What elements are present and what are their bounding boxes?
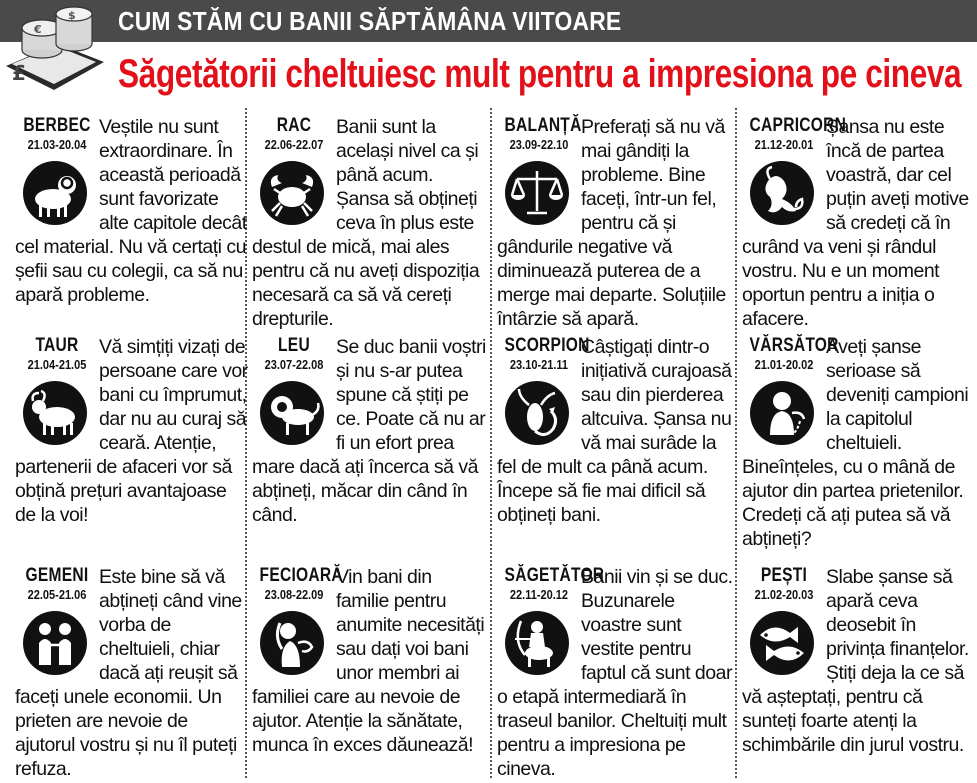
horoscope-sagetator <box>497 565 733 780</box>
horoscope-leu <box>252 335 488 550</box>
sign-text: Preferați să nu vă mai gândiți la probleme. Bine faceți, într-un fel, pentru că și gândurile negative vă diminuează puterea de a merge mai departe. Soluțiile întârzie să apară. <box>497 116 726 330</box>
sign-dates: 22.05-21.06 <box>27 588 87 602</box>
sign-name: SĂGETĂTOR <box>504 565 605 586</box>
horoscope-taur <box>15 335 251 550</box>
sign-text: Banii sunt la același nivel ca și până acum. Șansa să obțineți ceva în plus este destul de mică, mai ales pentru că nu aveți dispoziția necesară ca să vă cereți drepturile. <box>252 116 480 330</box>
horoscope-gemeni <box>15 565 251 780</box>
sign-name: RAC <box>276 115 312 136</box>
sign-dates: 21.02-20.03 <box>754 588 814 602</box>
horoscope-balanta <box>497 115 733 330</box>
sign-name: SCORPION <box>504 335 590 356</box>
sign-name: LEU <box>278 335 310 356</box>
sign-dates: 23.10-21.11 <box>509 358 569 372</box>
horoscope-berbec <box>15 115 251 330</box>
sign-dates: 21.04-21.05 <box>27 358 87 372</box>
sign-dates: 23.08-22.09 <box>264 588 324 602</box>
svg-text:€: € <box>34 23 42 36</box>
horoscope-fecioara <box>252 565 488 780</box>
sign-dates: 22.11-20.12 <box>509 588 569 602</box>
horoscope-capricorn <box>742 115 977 330</box>
page-title: Săgetătorii cheltuiesc mult pentru a impresiona pe cineva <box>118 52 962 96</box>
sign-text: Vin bani din familie pentru anumite necesități sau dați voi bani unor membri ai familiei care au nevoie de ajutor. Atenție la sănătate, munca în exces dăunează! <box>252 566 485 756</box>
sign-text: Se duc banii voștri și nu s-ar putea spune că știți pe ce. Poate că nu ar fi un efort prea mare dacă ați încerca să vă abțineți, măcar din când în când. <box>252 336 486 526</box>
sign-name: FECIOARĂ <box>259 565 343 586</box>
sign-text: Slabe șanse să apară ceva deosebit în privința finanțelor. Știți deja la ce să vă așteptați, pentru că sunteți foarte atenți la schimbările din jurul vostru. <box>742 566 969 756</box>
column-divider <box>735 108 737 778</box>
sign-name: BALANȚĂ <box>504 115 582 136</box>
svg-text:£: £ <box>12 61 26 85</box>
sign-name: CAPRICORN <box>749 115 847 136</box>
sign-text: Câștigați dintr-o inițiativă curajoasă sau din pierderea altcuiva. Șansa nu vă mai surâde la fel de mult ca până acum. Începe să fie mai dificil să obțineți bani. <box>497 336 732 526</box>
sign-dates: 22.06-22.07 <box>264 138 324 152</box>
sign-dates: 21.03-20.04 <box>27 138 87 152</box>
sign-name: GEMENI <box>25 565 89 586</box>
sign-text: Aveți șanse serioase să deveniți campioni la capitolul cheltuieli. Bineînțeles, cu o mână de ajutor din partea prietenilor. Credeți că ați putea să vă abțineți? <box>742 336 969 550</box>
sign-name: VĂRSĂTOR <box>749 335 839 356</box>
horoscope-pesti <box>742 565 977 780</box>
sign-dates: 21.01-20.02 <box>754 358 814 372</box>
column-divider <box>490 108 492 778</box>
horoscope-varsator <box>742 335 977 550</box>
sign-name: PEȘTI <box>760 565 808 586</box>
sign-dates: 23.09-22.10 <box>509 138 569 152</box>
sign-name: TAUR <box>35 335 79 356</box>
horoscope-scorpion <box>497 335 733 550</box>
sign-text: Șansa nu este încă de partea voastră, dar cel puțin aveți motive să credeți că în curând va veni și rândul vostru. Nu e un moment oportun pentru a iniția o afacere. <box>742 116 969 330</box>
sign-dates: 21.12-20.01 <box>754 138 814 152</box>
horoscope-rac <box>252 115 488 330</box>
sign-text: Vă simțiți vizați de persoane care vor bani cu împrumut, dar nu au curaj să ceară. Atenție, partenerii de afaceri vor să obțină prețuri avantajoase de la voi! <box>15 336 248 526</box>
sign-text: Banii vin și se duc. Buzunarele voastre sunt vestite pentru faptul că sunt doar o etapă intermediară în traseul banilor. Cheltuiți mult pentru a impresiona pe cineva. <box>497 566 733 780</box>
sign-name: BERBEC <box>23 115 91 136</box>
sign-text: Este bine să vă abțineți când vine vorba de cheltuieli, chiar dacă ați reușit să faceți unele economii. Un prieten are nevoie de ajutorul vostru și nu îl puteți refuza. <box>15 566 242 780</box>
sign-text: Veștile nu sunt extraordinare. În această perioadă sunt favorizate alte capitole decât cel material. Nu vă certați cu șefii sau cu colegii, ca să nu apară probleme. <box>15 116 247 306</box>
coins-icon <box>0 0 110 100</box>
section-title: CUM STĂM CU BANII SĂPTĂMÂNA VIITOARE <box>118 6 622 36</box>
svg-text:$: $ <box>68 9 76 22</box>
sign-dates: 23.07-22.08 <box>264 358 324 372</box>
